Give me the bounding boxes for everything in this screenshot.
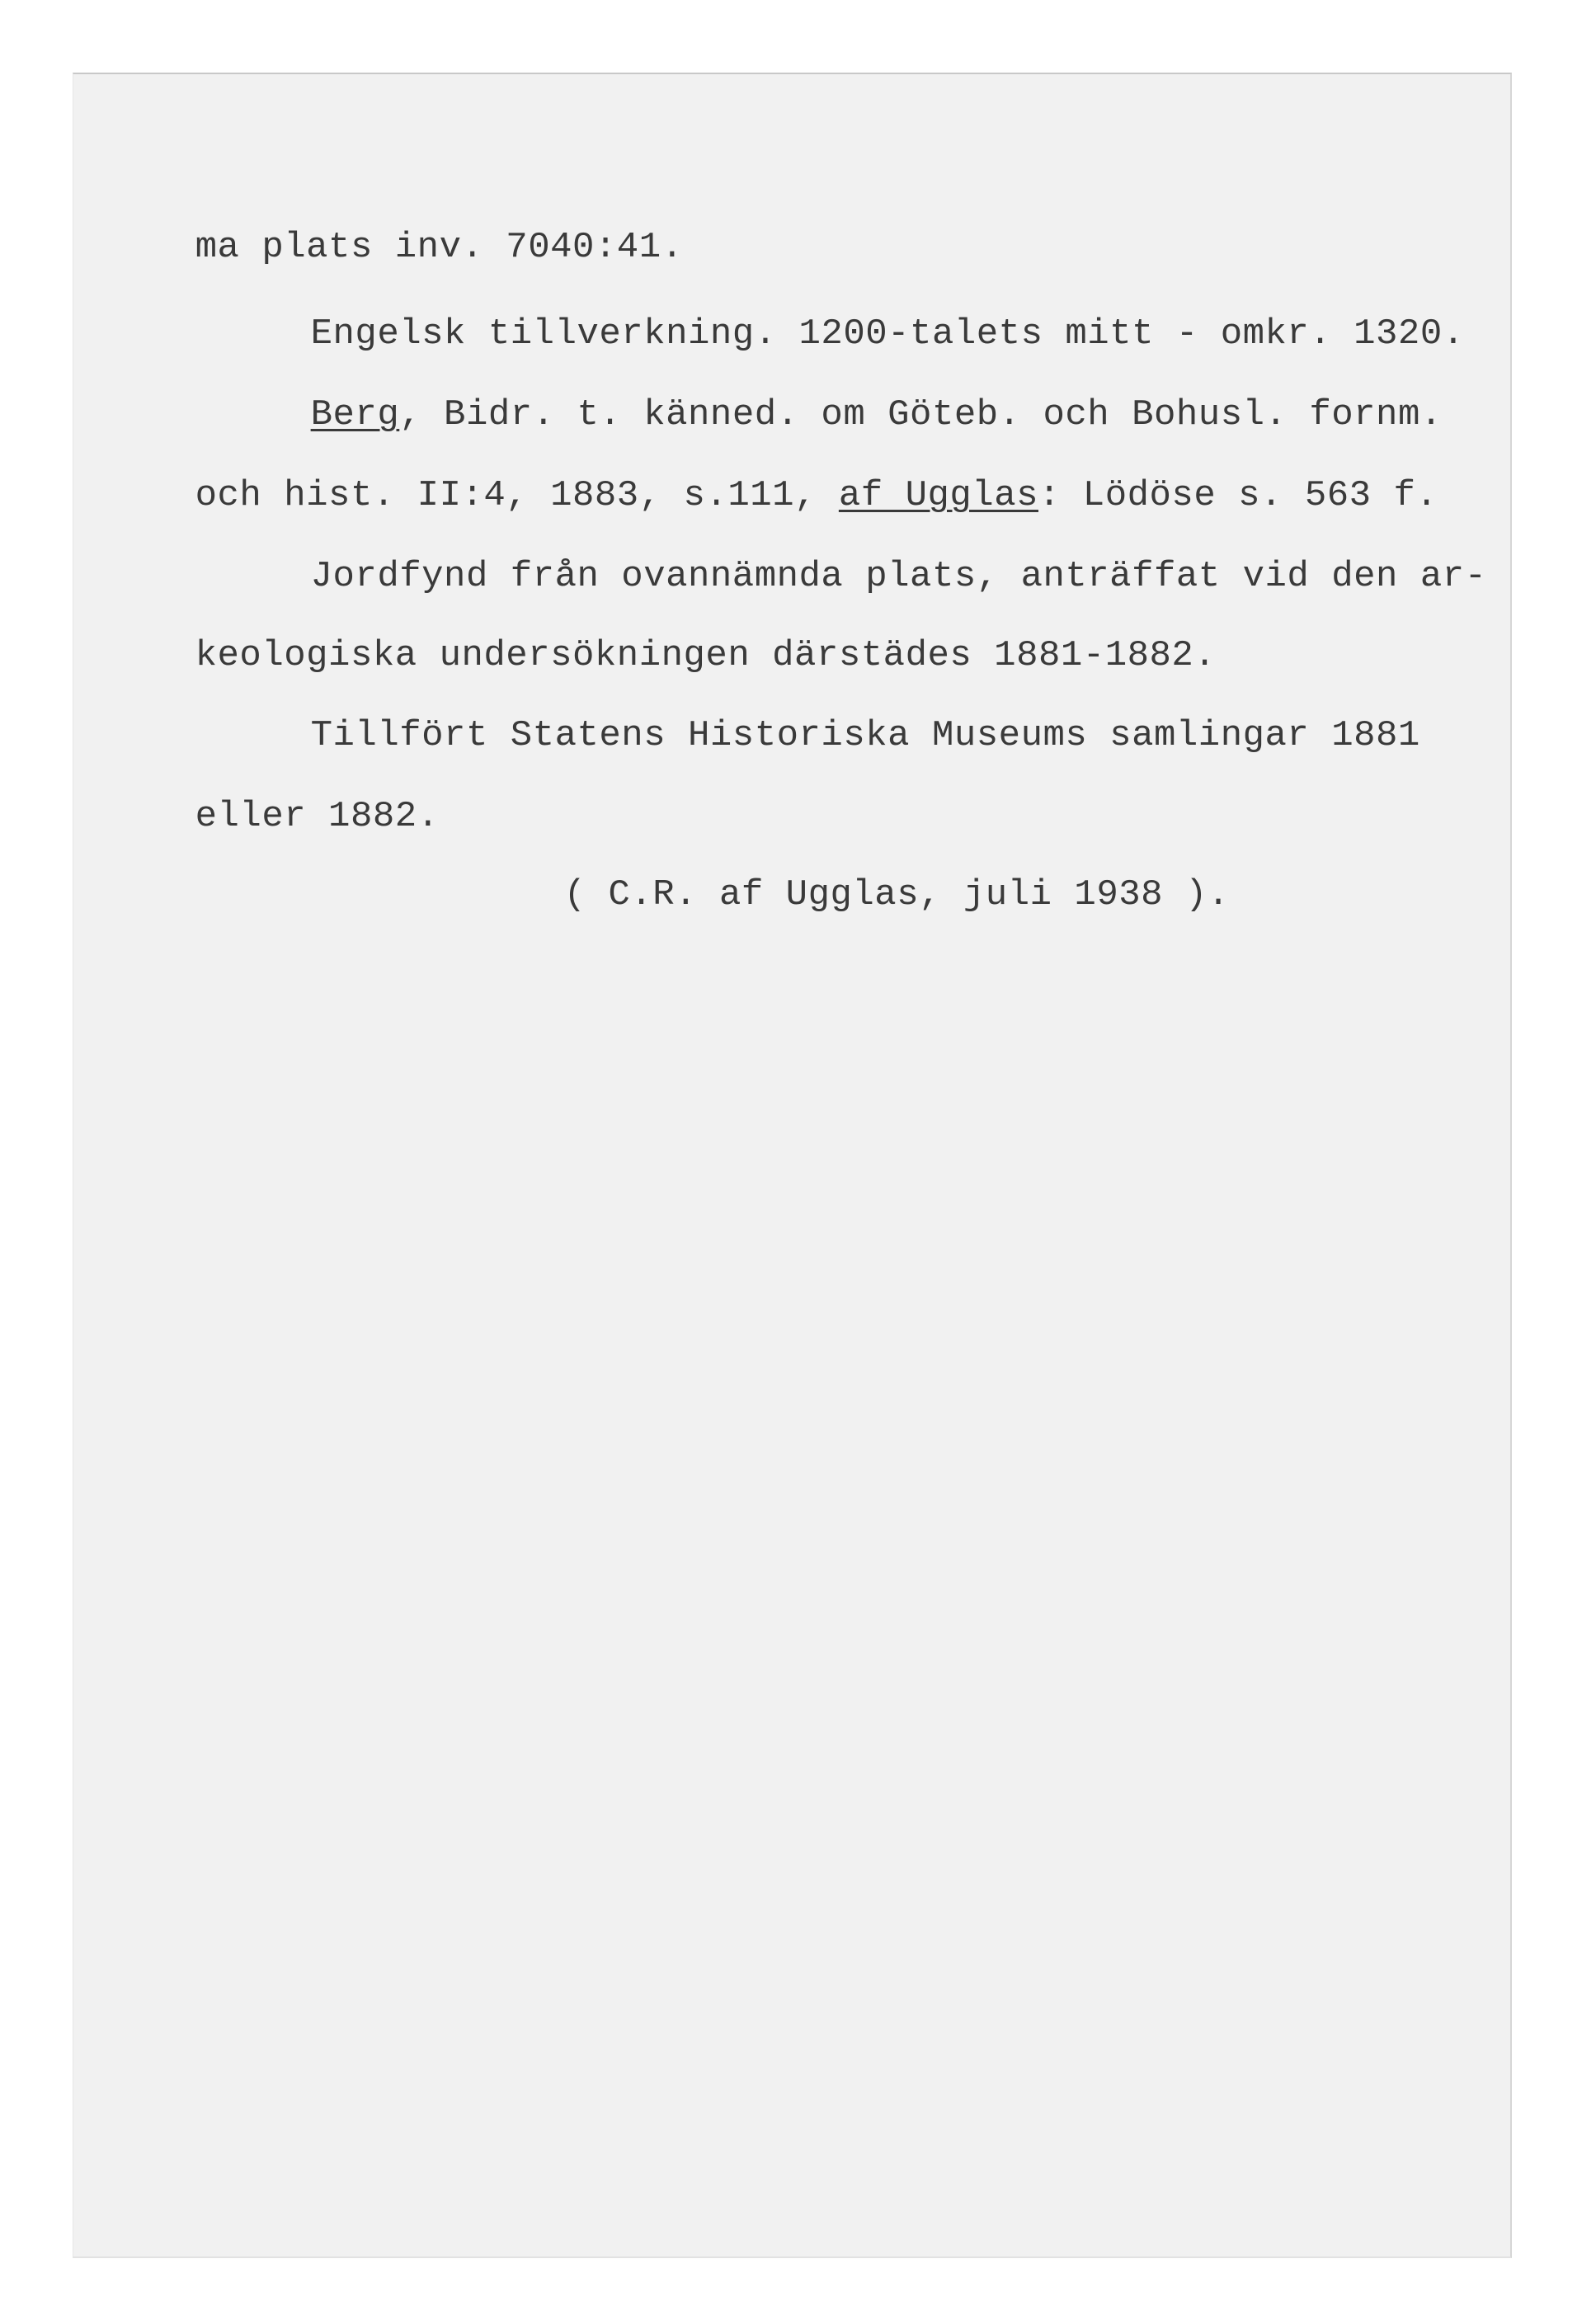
line-4-text-after: : Lödöse s. 563 f. <box>1038 475 1438 516</box>
text-line-8 <box>106 755 440 878</box>
line-4-text-before: och hist. II:4, 1883, s.111, <box>195 475 839 516</box>
archive-card <box>73 73 1512 2258</box>
line-8-text: eller 1882. <box>195 796 440 837</box>
signature-line <box>475 833 1230 957</box>
line-7-text: Tillfört Statens Historiska Museums samlingar 1881 <box>310 715 1420 756</box>
author-af-ugglas: af Ugglas <box>838 475 1038 516</box>
line-6-text: keologiska undersökningen därstädes 1881-1882. <box>195 635 1217 676</box>
line-1-text: ma plats inv. 7040:41. <box>195 227 684 268</box>
line-3-text: , Bidr. t. känned. om Göteb. och Bohusl. fornm. <box>399 394 1443 435</box>
line-5-text: Jordfynd från ovannämnda plats, anträffat vid den ar- <box>310 556 1487 597</box>
line-2-text: Engelsk tillverkning. 1200-talets mitt - omkr. 1320. <box>310 313 1465 355</box>
author-berg: Berg <box>310 394 400 435</box>
signature-text: ( C.R. af Ugglas, juli 1938 ). <box>563 874 1230 915</box>
